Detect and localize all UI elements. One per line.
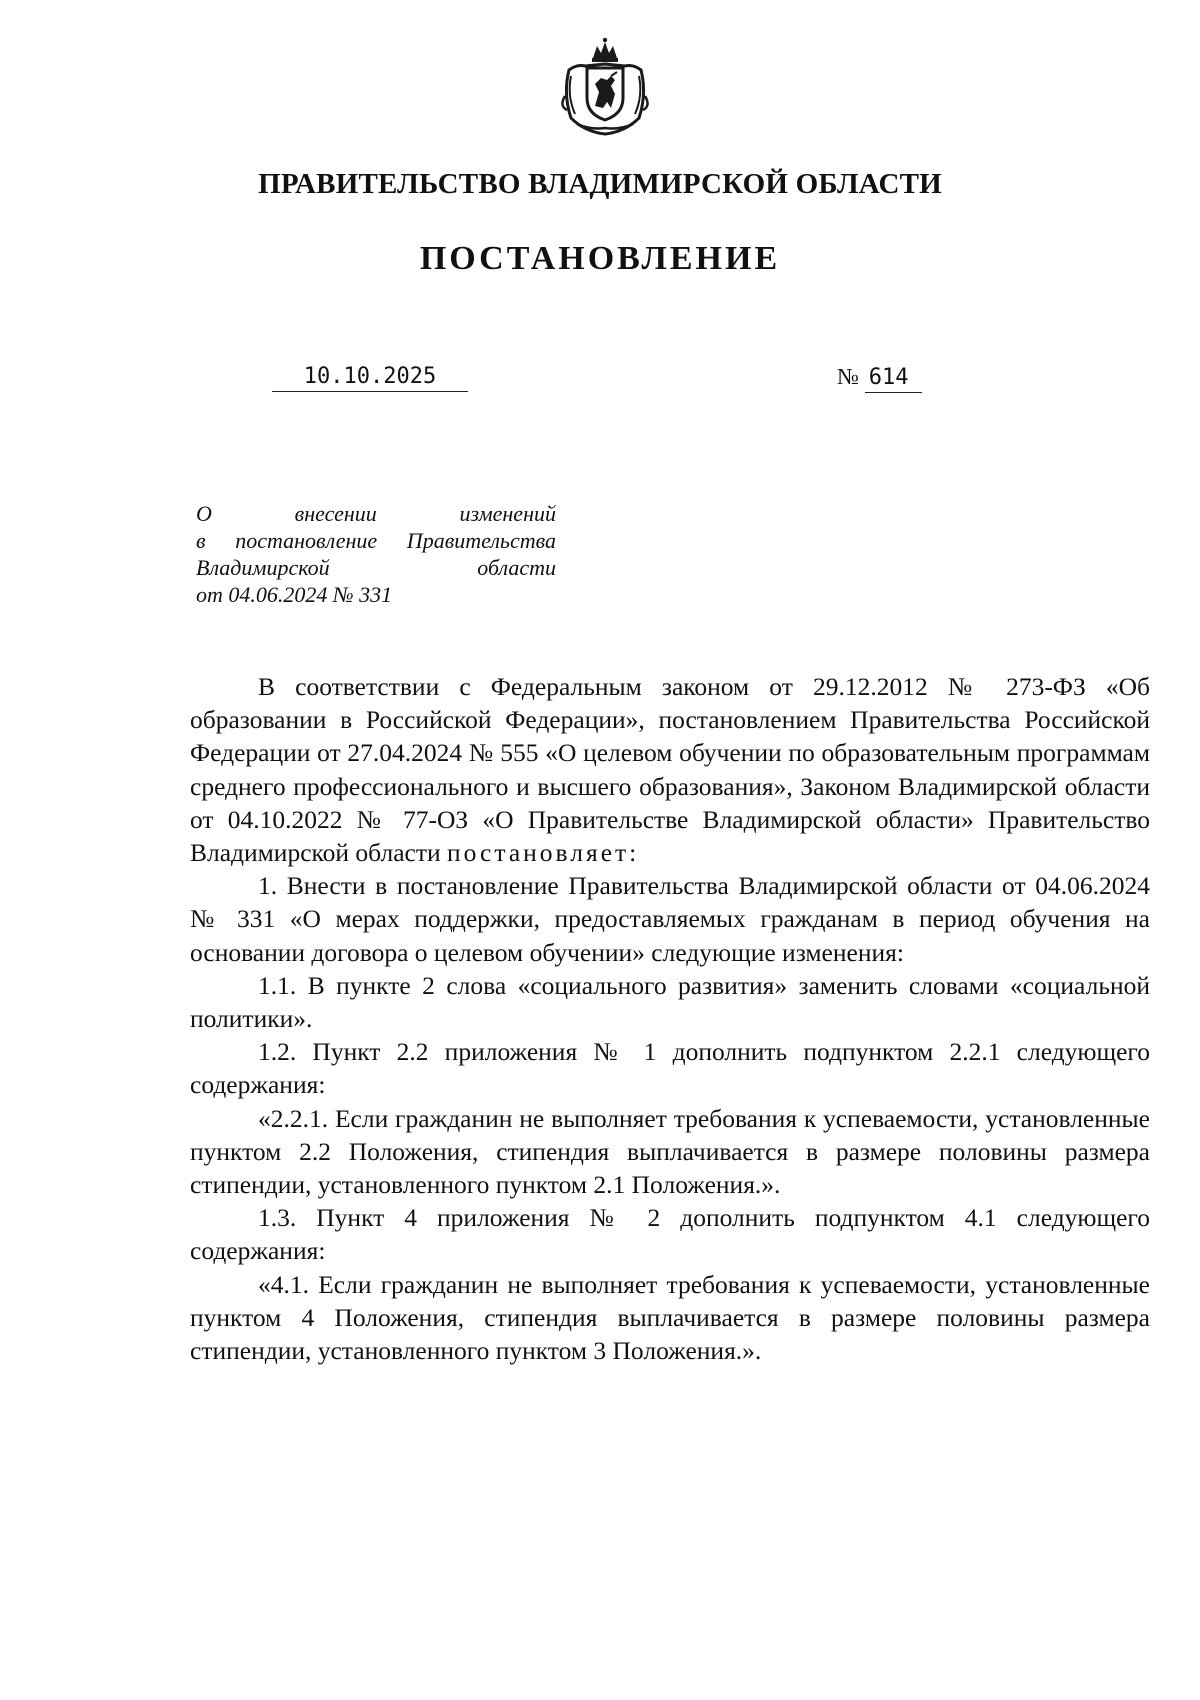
document-type: ПОСТАНОВЛЕНИЕ bbox=[419, 240, 781, 277]
government-title: ПРАВИТЕЛЬСТВО ВЛАДИМИРСКОЙ ОБЛАСТИ bbox=[258, 168, 942, 200]
paragraph-1-3: 1.3. Пункт 4 приложения № 2 дополнить подпунктом 4.1 следующего содержания: bbox=[190, 1203, 1150, 1266]
document-subject bbox=[196, 500, 556, 608]
preamble-paragraph bbox=[190, 670, 1150, 869]
subject-line: в постановление Правительства bbox=[196, 528, 556, 553]
preamble-action: постановляет: bbox=[447, 838, 640, 868]
number-value: 614 bbox=[865, 365, 923, 393]
document-body bbox=[190, 670, 1150, 1367]
number-sign: № bbox=[837, 364, 859, 389]
subject-line: О внесении изменений bbox=[196, 501, 556, 526]
preamble-text: В соответствии с Федеральным законом от 29.12.2012 № 273-ФЗ «Об образовании в Российской Федерации», постановлением Правительства Российской Федерации от 27.04.2024 № 555 «О целевом обучении по образовательным программам среднего профессионального и высшего образования», Законом Владимирской области от 04.10.2022 № 77-ОЗ «О Правительстве Владимирской области» Правительство Владимирской области bbox=[190, 672, 1150, 868]
coat-of-arms-icon bbox=[555, 36, 655, 138]
paragraph-4-1: «4.1. Если гражданин не выполняет требования к успеваемости, установленные пунктом 4 Положения, стипендия выплачивается в размере половины размера стипендии, установленного пунктом 3 Положения.». bbox=[190, 1269, 1150, 1366]
paragraph-2-2-1: «2.2.1. Если гражданин не выполняет требования к успеваемости, установленные пунктом 2.2 Положения, стипендия выплачивается в размере половины размера стипендии, установленного пунктом 2.1 Положения.». bbox=[190, 1103, 1150, 1200]
document-date: 10.10.2025 bbox=[272, 364, 468, 392]
subject-line: от 04.06.2024 № 331 bbox=[196, 582, 393, 607]
paragraph-1-2: 1.2. Пункт 2.2 приложения № 1 дополнить подпунктом 2.2.1 следующего содержания: bbox=[190, 1037, 1150, 1100]
document-number bbox=[837, 364, 943, 390]
subject-line: Владимирской области bbox=[196, 555, 556, 580]
paragraph-1-1: 1.1. В пункте 2 слова «социального развития» заменить словами «социальной политики». bbox=[190, 970, 1150, 1034]
paragraph-1: 1. Внести в постановление Правительства Владимирской области от 04.06.2024 № 331 «О мерах поддержки, предоставляемых гражданам в период обучения на основании договора о целевом обучении» следующие изменения: bbox=[190, 871, 1150, 967]
